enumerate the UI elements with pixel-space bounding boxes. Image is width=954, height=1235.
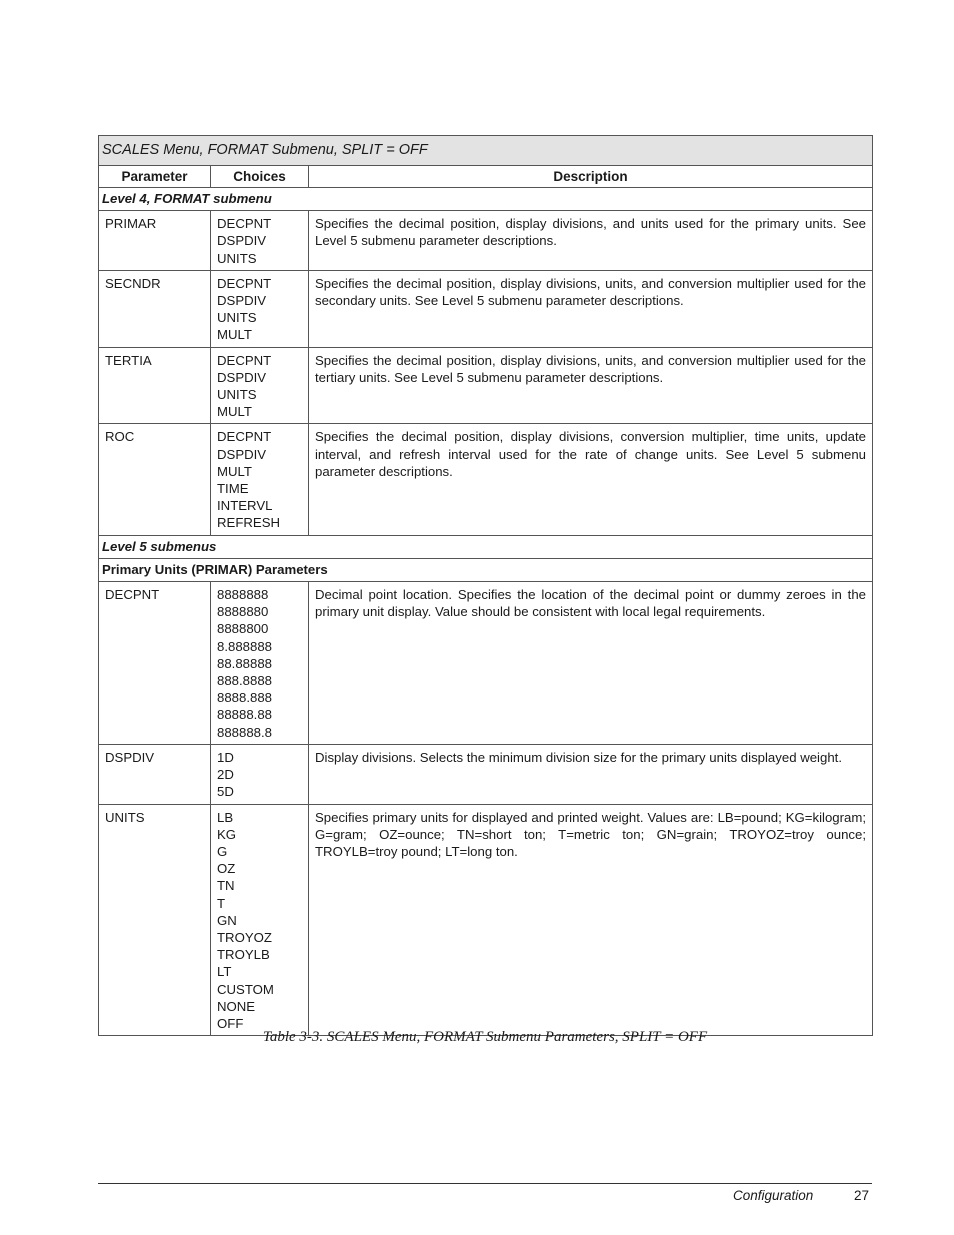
choices-cell xyxy=(211,582,309,745)
table-row xyxy=(99,347,873,424)
description-cell: Display divisions. Selects the minimum division size for the primary units displayed weight. xyxy=(309,744,873,804)
choices-cell xyxy=(211,211,309,271)
description-cell: Specifies the decimal position, display divisions, conversion multiplier, time units, update interval, and refresh interval used for the rate of change units. See Level 5 submenu parameter descriptions. xyxy=(309,424,873,535)
header-description: Description xyxy=(309,166,873,188)
footer-rule xyxy=(98,1183,872,1184)
description-cell: Specifies primary units for displayed and printed weight. Values are: LB=pound; KG=kilogram; G=gram; OZ=ounce; TN=short ton; T=metric ton; GN=grain; TROYOZ=troy ounce; TROYLB=troy pound; LT=long ton. xyxy=(309,804,873,1036)
table-row xyxy=(99,424,873,535)
choice-item: 88888.88 xyxy=(217,707,273,723)
footer-page-number: 27 xyxy=(854,1188,870,1203)
choice-item: TROYOZ xyxy=(217,929,272,945)
choice-item: DECPNT xyxy=(217,275,272,291)
parameter-cell: SECNDR xyxy=(99,270,211,347)
parameter-cell: DECPNT xyxy=(99,582,211,745)
choice-item: 1D xyxy=(217,749,234,765)
description-cell: Specifies the decimal position, display divisions, and units used for the primary units. See Level 5 submenu parameter descriptions. xyxy=(309,211,873,271)
section-label: Primary Units (PRIMAR) Parameters xyxy=(99,558,873,581)
table-row xyxy=(99,744,873,804)
description-cell: Specifies the decimal position, display divisions, units, and conversion multiplier used for the secondary units. See Level 5 submenu parameter descriptions. xyxy=(309,270,873,347)
choices-cell xyxy=(211,744,309,804)
table-row xyxy=(99,211,873,271)
header-parameter: Parameter xyxy=(99,166,211,188)
choice-item: DSPDIV xyxy=(217,293,267,309)
choice-item: 8888888 xyxy=(217,587,269,603)
parameter-cell: ROC xyxy=(99,424,211,535)
description-cell: Specifies the decimal position, display divisions, units, and conversion multiplier used for the tertiary units. See Level 5 submenu parameter descriptions. xyxy=(309,347,873,424)
choice-item: TN xyxy=(217,878,235,894)
choice-item: DSPDIV xyxy=(217,369,267,385)
parameter-cell: PRIMAR xyxy=(99,211,211,271)
choice-item: KG xyxy=(217,826,237,842)
choice-item: TIME xyxy=(217,481,249,497)
choice-item: T xyxy=(217,895,226,911)
choice-item: DSPDIV xyxy=(217,446,267,462)
choice-item: UNITS xyxy=(217,387,257,403)
choice-item: 888.8888 xyxy=(217,673,273,689)
choice-item: MULT xyxy=(217,327,252,343)
choices-cell xyxy=(211,270,309,347)
table-header-row xyxy=(99,166,873,188)
section-row xyxy=(99,558,873,581)
choice-item: DECPNT xyxy=(217,429,272,445)
choice-item: UNITS xyxy=(217,250,257,266)
choice-item: 5D xyxy=(217,784,234,800)
choice-item: 2D xyxy=(217,767,234,783)
table-body xyxy=(99,136,873,1036)
choice-item: 888888.8 xyxy=(217,724,273,740)
choice-item: DECPNT xyxy=(217,352,272,368)
parameter-cell: TERTIA xyxy=(99,347,211,424)
footer-section-title: Configuration xyxy=(733,1188,814,1203)
section-row xyxy=(99,188,873,211)
table-row xyxy=(99,582,873,745)
choice-item: UNITS xyxy=(217,310,257,326)
section-label: Level 4, FORMAT submenu xyxy=(99,188,873,211)
table-row xyxy=(99,270,873,347)
header-choices: Choices xyxy=(211,166,309,188)
choice-item: OFF xyxy=(217,1015,244,1031)
choice-item: TROYLB xyxy=(217,947,270,963)
choice-item: LB xyxy=(217,809,234,825)
choices-cell xyxy=(211,347,309,424)
choices-cell xyxy=(211,424,309,535)
choice-item: MULT xyxy=(217,463,252,479)
choice-item: 88.88888 xyxy=(217,655,273,671)
parameters-table xyxy=(98,135,873,1036)
section-row xyxy=(99,535,873,558)
parameter-cell: UNITS xyxy=(99,804,211,1036)
table-title: SCALES Menu, FORMAT Submenu, SPLIT = OFF xyxy=(99,136,873,166)
choice-item: G xyxy=(217,843,228,859)
choices-cell xyxy=(211,804,309,1036)
parameter-cell: DSPDIV xyxy=(99,744,211,804)
description-cell: Decimal point location. Specifies the location of the decimal point or dummy zeroes in the primary unit display. Value should be consistent with local legal requirements. xyxy=(309,582,873,745)
choice-item: NONE xyxy=(217,998,256,1014)
choice-item: GN xyxy=(217,912,237,928)
table-title-row xyxy=(99,136,873,166)
table-caption: Table 3-3. SCALES Menu, FORMAT Submenu Parameters, SPLIT = OFF xyxy=(262,1029,708,1045)
section-label: Level 5 submenus xyxy=(99,535,873,558)
choice-item: DECPNT xyxy=(217,216,272,232)
choice-item: CUSTOM xyxy=(217,981,274,997)
choice-item: INTERVL xyxy=(217,498,273,514)
choice-item: 8888800 xyxy=(217,621,269,637)
choice-item: 8.888888 xyxy=(217,638,273,654)
choice-item: REFRESH xyxy=(217,515,281,531)
choice-item: 8888.888 xyxy=(217,690,273,706)
choice-item: MULT xyxy=(217,404,252,420)
table-row xyxy=(99,804,873,1036)
choice-item: 8888880 xyxy=(217,604,269,620)
choice-item: LT xyxy=(217,964,232,980)
choice-item: DSPDIV xyxy=(217,233,267,249)
choice-item: OZ xyxy=(217,861,236,877)
